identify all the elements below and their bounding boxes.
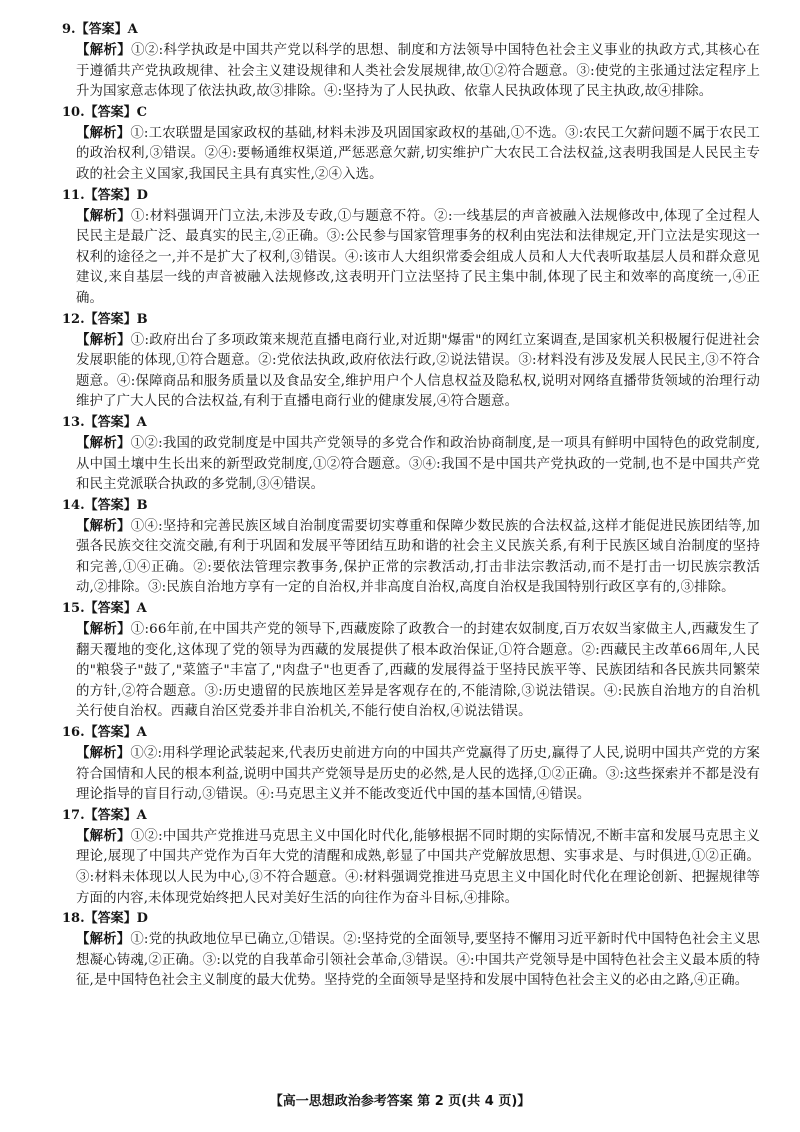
answer-line: 13.【答案】A [62,414,147,430]
answer-item [60,806,760,909]
answer-item [60,413,760,496]
explanation-text: ①④:坚持和完善民族区域自治制度需要切实尊重和保障少数民族的合法权益,这样才能促进民族团结等,加强各民族交往交流交融,有利于巩固和发展平等团结互助和谐的社会主义民族关系,有利于民族区域自治制度的坚持和完善,①④正确。②:要依法管理宗教事务,保护正常的宗教活动,打击非法宗教活动,而不是打击一切民族宗教活动,②排除。③:民族自治地方享有一定的自治权,并非高度自治权,高度自治权是我国特别行政区享有的,③排除。 [76,518,760,596]
explanation-tag: 【解析】 [76,124,131,141]
explanation [60,123,760,186]
explanation-tag: 【解析】 [76,827,131,844]
answer-line: 16.【答案】A [62,725,147,741]
explanation-text: ①:材料强调开门立法,未涉及专政,①与题意不符。②:一线基层的声音被融入法规修改中,体现了全过程人民民主是最广泛、最真实的民主,②正确。③:公民参与国家管理事务的权利由宪法和法律规定,开门立法是实现这一权利的途径之一,并不是扩大了权利,③错误。④:该市人大组织常委会组成人员和人大代表听取基层人员和群众意见建议,来自基层一线的声音被融入法规修改,这表明开门立法坚持了民主集中制,体现了民主和效率的高度统一,④正确。 [76,208,760,306]
explanation-text: ①②:科学执政是中国共产党以科学的思想、制度和方法领导中国特色社会主义事业的执政方式,其核心在于遵循共产党执政规律、社会主义建设规律和人类社会发展规律,故①②符合题意。③:使党的主张通过法定程序上升为国家意志体现了依法执政,故③排除。④:坚持为了人民执政、依靠人民执政体现了民主执政,故④排除。 [76,43,760,100]
answer-item [60,186,760,310]
explanation-tag: 【解析】 [76,745,131,762]
explanation-tag: 【解析】 [76,207,132,224]
explanation [60,619,760,723]
explanation-text: ①:政府出台了多项政策来规范直播电商行业,对近期"爆雷"的网红立案调查,是国家机关积极履行促进社会发展职能的体现,①符合题意。②:党依法执政,政府依法行政,②说法错误。③:材料没有涉及发展人民民主,③不符合题意。④:保障商品和服务质量以及食品安全,维护用户个人信息权益及隐私权,说明对网络直播带货领域的治理行动维护了广大人民的合法权益,有利于直播电商行业的健康发展,④符合题意。 [76,332,760,410]
explanation-tag: 【解析】 [76,931,131,948]
explanation-text: ①②:我国的政党制度是中国共产党领导的多党合作和政治协商制度,是一项具有鲜明中国特色的政党制度,从中国土壤中生长出来的新型政党制度,①②符合题意。③④:我国不是中国共产党执政的一党制,也不是中国共产党和民主党派联合执政的多党制,③④错误。 [76,435,760,493]
answer-line: 18.【答案】D [62,911,148,927]
explanation [60,826,760,909]
answer-line: 17.【答案】A [62,807,147,823]
answer-item [60,20,760,103]
page-footer: 【高一思想政治参考答案 第 2 页(共 4 页)】 [269,1094,531,1109]
answer-line: 10.【答案】C [62,104,147,120]
answer-line: 15.【答案】A [62,601,147,617]
answer-item [60,310,760,413]
explanation-tag: 【解析】 [76,434,131,451]
explanation-tag: 【解析】 [76,42,132,58]
explanation-tag: 【解析】 [76,517,131,534]
explanation [60,743,760,806]
explanation-text: ①:工农联盟是国家政权的基础,材料未涉及巩固国家政权的基础,①不选。③:农民工欠薪问题不属于农民工的政治权利,③错误。②④:要畅通维权渠道,严惩恶意欠薪,切实维护广大农民工合法权益,这表明我国是人民民主专政的社会主义国家,我国民主具有真实性,②④入选。 [76,125,760,182]
answer-item [60,496,760,599]
answer-line: 12.【答案】B [62,311,148,327]
explanation [60,929,760,992]
explanation-text: ①:66年前,在中国共产党的领导下,西藏废除了政教合一的封建农奴制度,百万农奴当家做主人,西藏发生了翻天覆地的变化,这体现了党的领导为西藏的发展提供了根本政治保证,①符合题意。②:西藏民主改革66周年,人民的"粮袋子"鼓了,"菜篮子"丰富了,"肉盘子"也更香了,西藏的发展得益于坚持民族平等、民族团结和各民族共同繁荣的方针,②符合题意。③:历史遗留的民族地区差异是客观存在的,不能清除,③说法错误。④:民族自治地方的自治机关行使自治权。西藏自治区党委并非自治机关,不能行使自治权,④说法错误。 [76,622,760,720]
answer-item [60,599,760,723]
explanation [60,330,760,413]
answer-line: 14.【答案】B [62,497,148,513]
explanation [60,40,760,103]
answer-list [60,20,760,992]
answer-line: 11.【答案】D [62,187,148,203]
explanation-tag: 【解析】 [76,621,131,638]
explanation [60,516,760,599]
explanation-text: ①:党的执政地位早已确立,①错误。②:坚持党的全面领导,要坚持不懈用习近平新时代中国特色社会主义思想凝心铸魂,②正确。③:以党的自我革命引领社会革命,③错误。④:中国共产党领导是中国特色社会主义最本质的特征,是中国特色社会主义制度的最大优势。坚持党的全面领导是坚持和发展中国特色社会主义的必由之路,④正确。 [76,932,760,989]
explanation-text: ①②:用科学理论武装起来,代表历史前进方向的中国共产党赢得了历史,赢得了人民,说明中国共产党的方案符合国情和人民的根本利益,说明中国共产党领导是历史的必然,是人民的选择,①②正确。③:这些探索并不都是没有理论指导的盲目行动,③错误。④:马克思主义并不能改变近代中国的基本国情,④错误。 [76,746,760,803]
answer-item [60,103,760,186]
explanation-tag: 【解析】 [76,331,131,348]
answer-line: 9.【答案】A [62,22,138,37]
answer-item [60,723,760,806]
explanation [60,433,760,496]
explanation-text: ①②:中国共产党推进马克思主义中国化时代化,能够根据不同时期的实际情况,不断丰富和发展马克思主义理论,展现了中国共产党作为百年大党的清醒和成熟,彰显了中国共产党解放思想、实事求是、与时俱进,①②正确。③:材料未体现以人民为中心,③不符合题意。④:材料强调党推进马克思主义中国化时代化在理论创新、把握规律等方面的内容,未体现党始终把人民对美好生活的向往作为奋斗目标,④排除。 [76,828,760,906]
answer-item [60,909,760,992]
explanation [60,206,760,310]
